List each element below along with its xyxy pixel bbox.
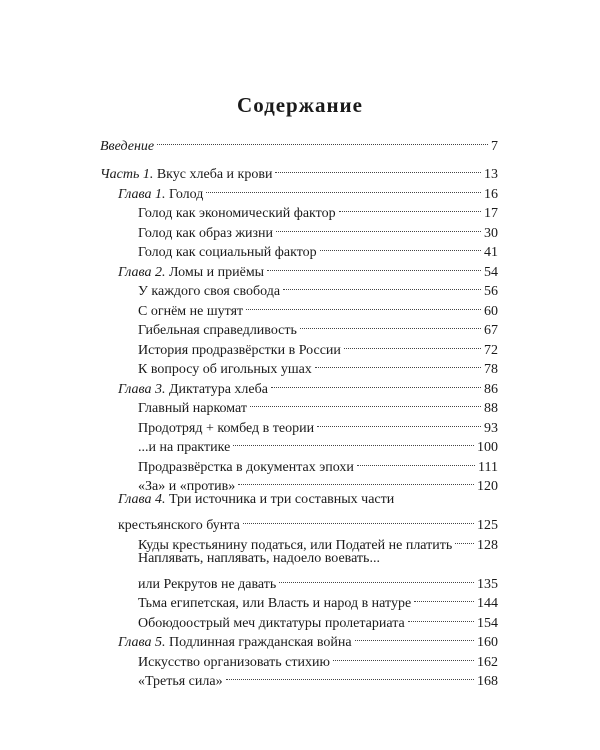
toc-entry-text: или Рекрутов не давать bbox=[138, 576, 277, 592]
toc-page-number: 93 bbox=[484, 420, 498, 436]
toc-page-number: 120 bbox=[477, 479, 498, 494]
toc-page-number: 78 bbox=[484, 362, 498, 377]
leader-dots bbox=[315, 354, 481, 374]
toc-entry-text: С огнём не шутят bbox=[138, 303, 244, 319]
leader-dots bbox=[455, 529, 474, 549]
leader-dots bbox=[233, 432, 474, 452]
toc-entry-prefix: Глава 1. bbox=[118, 186, 166, 202]
toc-page-number: 100 bbox=[477, 440, 498, 455]
page-title: Содержание bbox=[237, 93, 363, 117]
toc-page-number: 144 bbox=[477, 596, 498, 611]
toc-entry-prefix: Глава 5. bbox=[118, 635, 166, 650]
toc-entry-text: К вопросу об игольных ушах bbox=[138, 362, 312, 377]
toc-entry-text: Обоюдоострый меч диктатуры пролетариата bbox=[138, 615, 405, 631]
toc-entry-text: крестьянского бунта bbox=[118, 518, 240, 533]
toc-page-number: 54 bbox=[484, 264, 498, 280]
toc-entry-chapter-4-continued[interactable] bbox=[100, 510, 498, 533]
toc-entry-text: Голод bbox=[165, 186, 204, 202]
toc-entry-title bbox=[118, 263, 264, 283]
toc-page-number: 30 bbox=[484, 225, 498, 241]
toc-entry-prefix: Часть 1. bbox=[100, 167, 154, 182]
toc-page-number: 67 bbox=[484, 323, 498, 338]
toc-entry-introduction[interactable] bbox=[100, 130, 498, 154]
toc-entry-text: Куды крестьянину податься, или Податей не платить bbox=[138, 537, 453, 553]
leader-dots bbox=[339, 198, 481, 218]
leader-dots bbox=[157, 130, 488, 150]
toc-entry-text: Подлинная гражданская война bbox=[165, 635, 352, 650]
toc-page-number: 162 bbox=[477, 654, 498, 670]
toc-page-number: 56 bbox=[484, 284, 498, 299]
toc-page-number: 7 bbox=[491, 138, 498, 154]
toc-entry-chapter-4[interactable] bbox=[100, 490, 498, 510]
toc-page-number: 128 bbox=[477, 537, 498, 553]
leader-dots bbox=[283, 276, 481, 296]
toc-entry-title bbox=[118, 380, 268, 400]
toc-page-number: 111 bbox=[478, 459, 498, 475]
leader-dots bbox=[206, 178, 481, 198]
toc-page-number: 13 bbox=[484, 167, 498, 182]
leader-dots bbox=[300, 315, 481, 335]
leader-dots bbox=[267, 256, 481, 276]
leader-dots bbox=[279, 568, 474, 588]
toc-page-number: 168 bbox=[477, 674, 498, 689]
toc-entry-text: Голод как экономический фактор bbox=[138, 206, 336, 221]
toc-entry-section-continued[interactable] bbox=[100, 568, 498, 592]
toc-entry-text: «Третья сила» bbox=[138, 674, 223, 689]
toc-entry-text: Диктатура хлеба bbox=[165, 381, 268, 397]
toc-entry-prefix: Введение bbox=[100, 138, 155, 154]
leader-dots bbox=[355, 627, 474, 647]
toc-entry-part-1[interactable] bbox=[100, 159, 498, 182]
toc-page-number: 17 bbox=[484, 206, 498, 221]
leader-dots bbox=[238, 471, 474, 491]
toc-entry-title bbox=[118, 633, 352, 653]
leader-dots bbox=[414, 588, 474, 608]
toc-entry-text: Продотряд + комбед в теории bbox=[138, 420, 315, 436]
toc-entry-text: История продразвёрстки в России bbox=[138, 342, 341, 358]
toc-entry-text: ...и на практике bbox=[138, 440, 231, 455]
leader-dots bbox=[317, 412, 481, 432]
leader-dots bbox=[357, 451, 475, 471]
toc-entry-text: Продразвёрстка в документах эпохи bbox=[138, 459, 354, 475]
toc-entry-text: У каждого своя свобода bbox=[138, 284, 281, 299]
leader-dots bbox=[408, 607, 474, 627]
toc-entry-text: Главный наркомат bbox=[138, 401, 248, 416]
toc-entry-text: Тьма египетская, или Власть и народ в натуре bbox=[138, 596, 412, 611]
toc-entry-text: Ломы и приёмы bbox=[165, 264, 265, 280]
toc-entry-prefix: Глава 4. bbox=[118, 492, 166, 507]
toc-page-number: 41 bbox=[484, 245, 498, 260]
leader-dots bbox=[226, 666, 474, 686]
toc-entry-text: «За» и «против» bbox=[138, 479, 236, 494]
leader-dots bbox=[271, 373, 481, 393]
toc-page-number: 60 bbox=[484, 303, 498, 319]
toc-entry-text: Искусство организовать стихию bbox=[138, 654, 330, 670]
leader-dots bbox=[243, 510, 474, 530]
toc-page-number: 72 bbox=[484, 342, 498, 358]
toc-page-number: 88 bbox=[484, 401, 498, 416]
toc-page-number: 135 bbox=[477, 576, 498, 592]
toc-entry-text: Голод как социальный фактор bbox=[138, 245, 317, 260]
toc-entry-text: Наплявать, наплявать, надоело воевать... bbox=[138, 550, 380, 566]
toc-page-number: 154 bbox=[477, 615, 498, 631]
toc-entry-prefix: Глава 2. bbox=[118, 264, 166, 280]
toc-entry-text: Гибельная справедливость bbox=[138, 323, 297, 338]
toc-entry-prefix: Глава 3. bbox=[118, 381, 166, 397]
toc-page-number: 86 bbox=[484, 381, 498, 397]
leader-dots bbox=[246, 295, 481, 315]
table-of-contents bbox=[100, 130, 498, 689]
leader-dots bbox=[250, 393, 481, 413]
toc-entry-text: Вкус хлеба и крови bbox=[153, 167, 273, 182]
leader-dots bbox=[344, 334, 481, 354]
leader-dots bbox=[320, 237, 481, 257]
leader-dots bbox=[276, 217, 481, 237]
toc-page-number: 160 bbox=[477, 635, 498, 650]
toc-entry-text: Голод как образ жизни bbox=[138, 225, 274, 241]
toc-page-number: 16 bbox=[484, 186, 498, 202]
toc-page-number: 125 bbox=[477, 518, 498, 533]
leader-dots bbox=[333, 646, 474, 666]
toc-entry-text: Три источника и три составных части bbox=[165, 492, 395, 507]
leader-dots bbox=[275, 159, 481, 179]
toc-entry-title bbox=[118, 185, 203, 205]
